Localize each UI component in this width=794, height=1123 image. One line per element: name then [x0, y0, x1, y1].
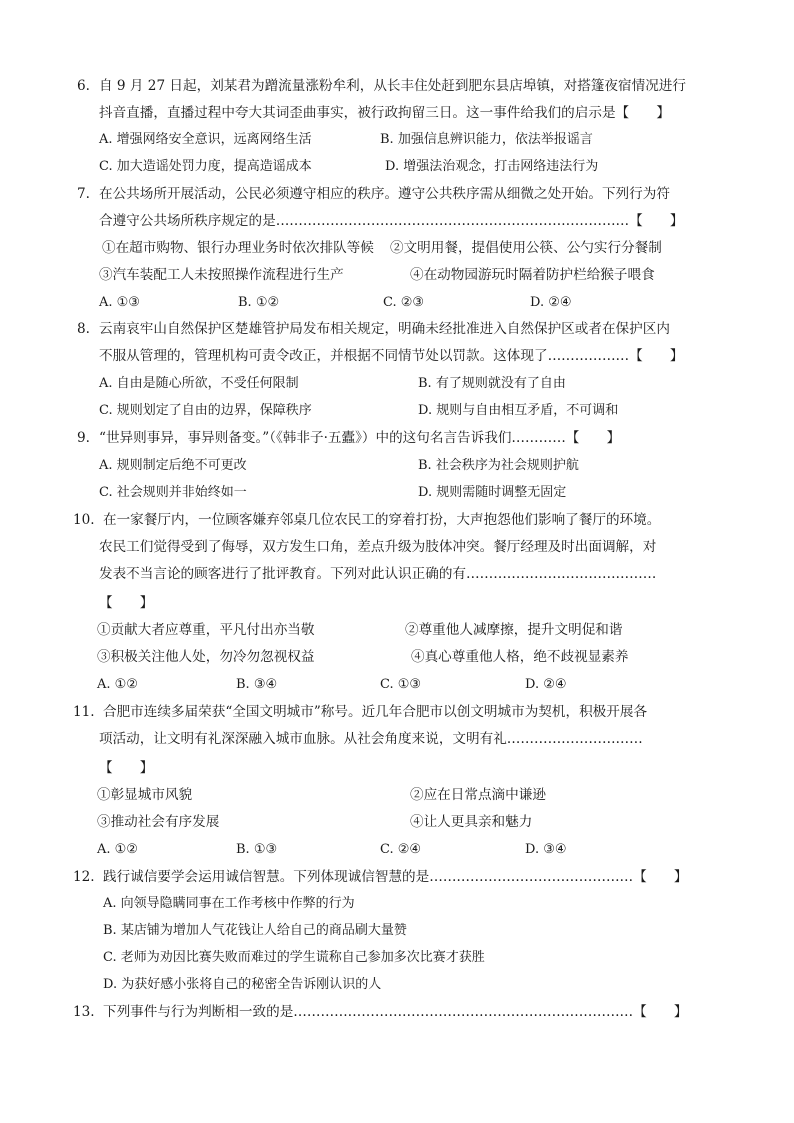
question-stem-line: 下列事件与行为判断相一致的是…………………………………………………………………【 】 [103, 1004, 688, 1020]
option-a: A. 自由是随心所欲，不受任何限制 [99, 376, 299, 391]
statement-3: ③推动社会有序发展 [97, 814, 220, 830]
option-a: A. 增强网络安全意识，远离网络生活 [99, 132, 312, 147]
option-b: B. 加强信息辨识能力，依法举报谣言 [380, 132, 593, 147]
question-stem-line: 云南哀牢山自然保护区楚雄管护局发布相关规定，明确未经批准进入自然保护区或者在保护区内 [99, 321, 670, 337]
option-d: D. 增强法治观念，打击网络违法行为 [385, 159, 599, 174]
question-stem-line: 在公共场所开展活动，公民必须遵守相应的秩序。遵守公共秩序需从细微之处开始。下列行为符 [99, 186, 670, 202]
question-number: 8. [77, 321, 90, 337]
option-d: D. ②④ [525, 677, 567, 692]
statement-1: ①在超市购物、银行办理业务时依次排队等候 [102, 240, 374, 256]
question-number: 10. [73, 512, 95, 528]
question-stem-line: 践行诚信要学会运用诚信智慧。下列体现诚信智慧的是………………………………………【 】 [103, 869, 688, 885]
option-b: B. ③④ [236, 677, 278, 692]
question-stem-line: 合肥市连续多届荣获“全国文明城市”称号。近几年合肥市以创文明城市为契机，积极开展各 [103, 704, 648, 720]
question-number: 13. [73, 1004, 95, 1020]
question-stem-line: 项活动，让文明有礼深深融入城市血脉。从社会角度来说，文明有礼………………………… [99, 731, 643, 747]
question-stem-line: “世异则事异，事异则备变。”（《韩非子·五蠹》）中的这句名言告诉我们…………【 】 [99, 430, 621, 446]
option-c: C. ②④ [380, 842, 422, 857]
question-stem-line: 农民工们觉得受到了侮辱，双方发生口角，差点升级为肢体冲突。餐厅经理及时出面调解，对 [99, 539, 657, 555]
option-a: A. 规则制定后绝不可更改 [99, 458, 247, 473]
option-b: B. 有了规则就没有了自由 [418, 376, 566, 391]
answer-bracket: 【 】 [99, 760, 154, 776]
option-b: B. 某店铺为增加人气花钱让人给自己的商品刷大量赞 [103, 923, 407, 938]
option-c: C. 社会规则并非始终如一 [99, 485, 247, 500]
question-number: 6. [77, 78, 90, 94]
statement-2: ②应在日常点滴中谦逊 [410, 787, 546, 803]
option-a: A. ①② [97, 842, 138, 857]
question-number: 7. [77, 186, 90, 202]
statement-4: ④在动物园游玩时隔着防护栏给猴子喂食 [410, 267, 655, 283]
option-c: C. 老师为劝因比赛失败而难过的学生谎称自己参加多次比赛才获胜 [103, 950, 485, 965]
option-b: B. ①② [238, 295, 280, 310]
question-stem-line: 抖音直播，直播过程中夸大其词歪曲事实，被行政拘留三日。这一事件给我们的启示是【 】 [99, 105, 670, 121]
option-c: C. 加大造谣处罚力度，提高造谣成本 [99, 159, 312, 174]
option-c: C. ①③ [380, 677, 422, 692]
statement-1: ①贡献大者应尊重，平凡付出亦当敬 [97, 622, 315, 638]
option-d: D. 规则与自由相互矛盾，不可调和 [418, 403, 619, 418]
question-stem-line: 合遵守公共场所秩序规定的是……………………………………………………………………【 】 [99, 213, 684, 229]
option-d: D. ②④ [530, 295, 572, 310]
option-d: D. ③④ [525, 842, 567, 857]
question-number: 12. [73, 869, 95, 885]
question-stem-line: 发表不当言论的顾客进行了批评教育。下列对此认识正确的有…………………………………… [99, 566, 657, 582]
question-stem-line: 在一家餐厅内，一位顾客嫌弃邻桌几位农民工的穿着打扮，大声抱怨他们影响了餐厅的环境。 [103, 512, 661, 528]
option-d: D. 规则需随时调整无固定 [418, 485, 567, 500]
statement-3: ③汽车装配工人未按照操作流程进行生产 [99, 267, 344, 283]
option-a: A. 向领导隐瞒同事在工作考核中作弊的行为 [103, 896, 355, 911]
answer-bracket: 【 】 [99, 595, 154, 611]
statement-3: ③积极关注他人处，勿冷勿忽视权益 [97, 649, 315, 665]
option-c: C. ②③ [383, 295, 425, 310]
question-number: 9. [77, 430, 90, 446]
question-stem-line: 自 9 月 27 日起，刘某君为蹭流量涨粉牟利，从长丰住处赶到肥东县店埠镇，对搭篷夜宿情况进行 [99, 78, 686, 94]
statement-4: ④真心尊重他人格，绝不歧视显素养 [411, 649, 629, 665]
option-d: D. 为获好感小张将自己的秘密全告诉刚认识的人 [103, 977, 382, 992]
question-number: 11. [73, 704, 95, 720]
option-c: C. 规则划定了自由的边界，保障秩序 [99, 403, 312, 418]
statement-2: ②尊重他人减摩擦，提升文明促和谐 [405, 622, 623, 638]
option-a: A. ①② [97, 677, 138, 692]
option-b: B. ①③ [236, 842, 278, 857]
question-stem-line: 不服从管理的，管理机构可责令改正，并根据不同情节处以罚款。这体现了………………【 】 [99, 348, 684, 364]
statement-4: ④让人更具亲和魅力 [410, 814, 533, 830]
statement-2: ②文明用餐，提倡使用公筷、公勺实行分餐制 [390, 240, 662, 256]
statement-1: ①彰显城市风貌 [97, 787, 193, 803]
option-b: B. 社会秩序为社会规则护航 [418, 458, 579, 473]
option-a: A. ①③ [99, 295, 140, 310]
